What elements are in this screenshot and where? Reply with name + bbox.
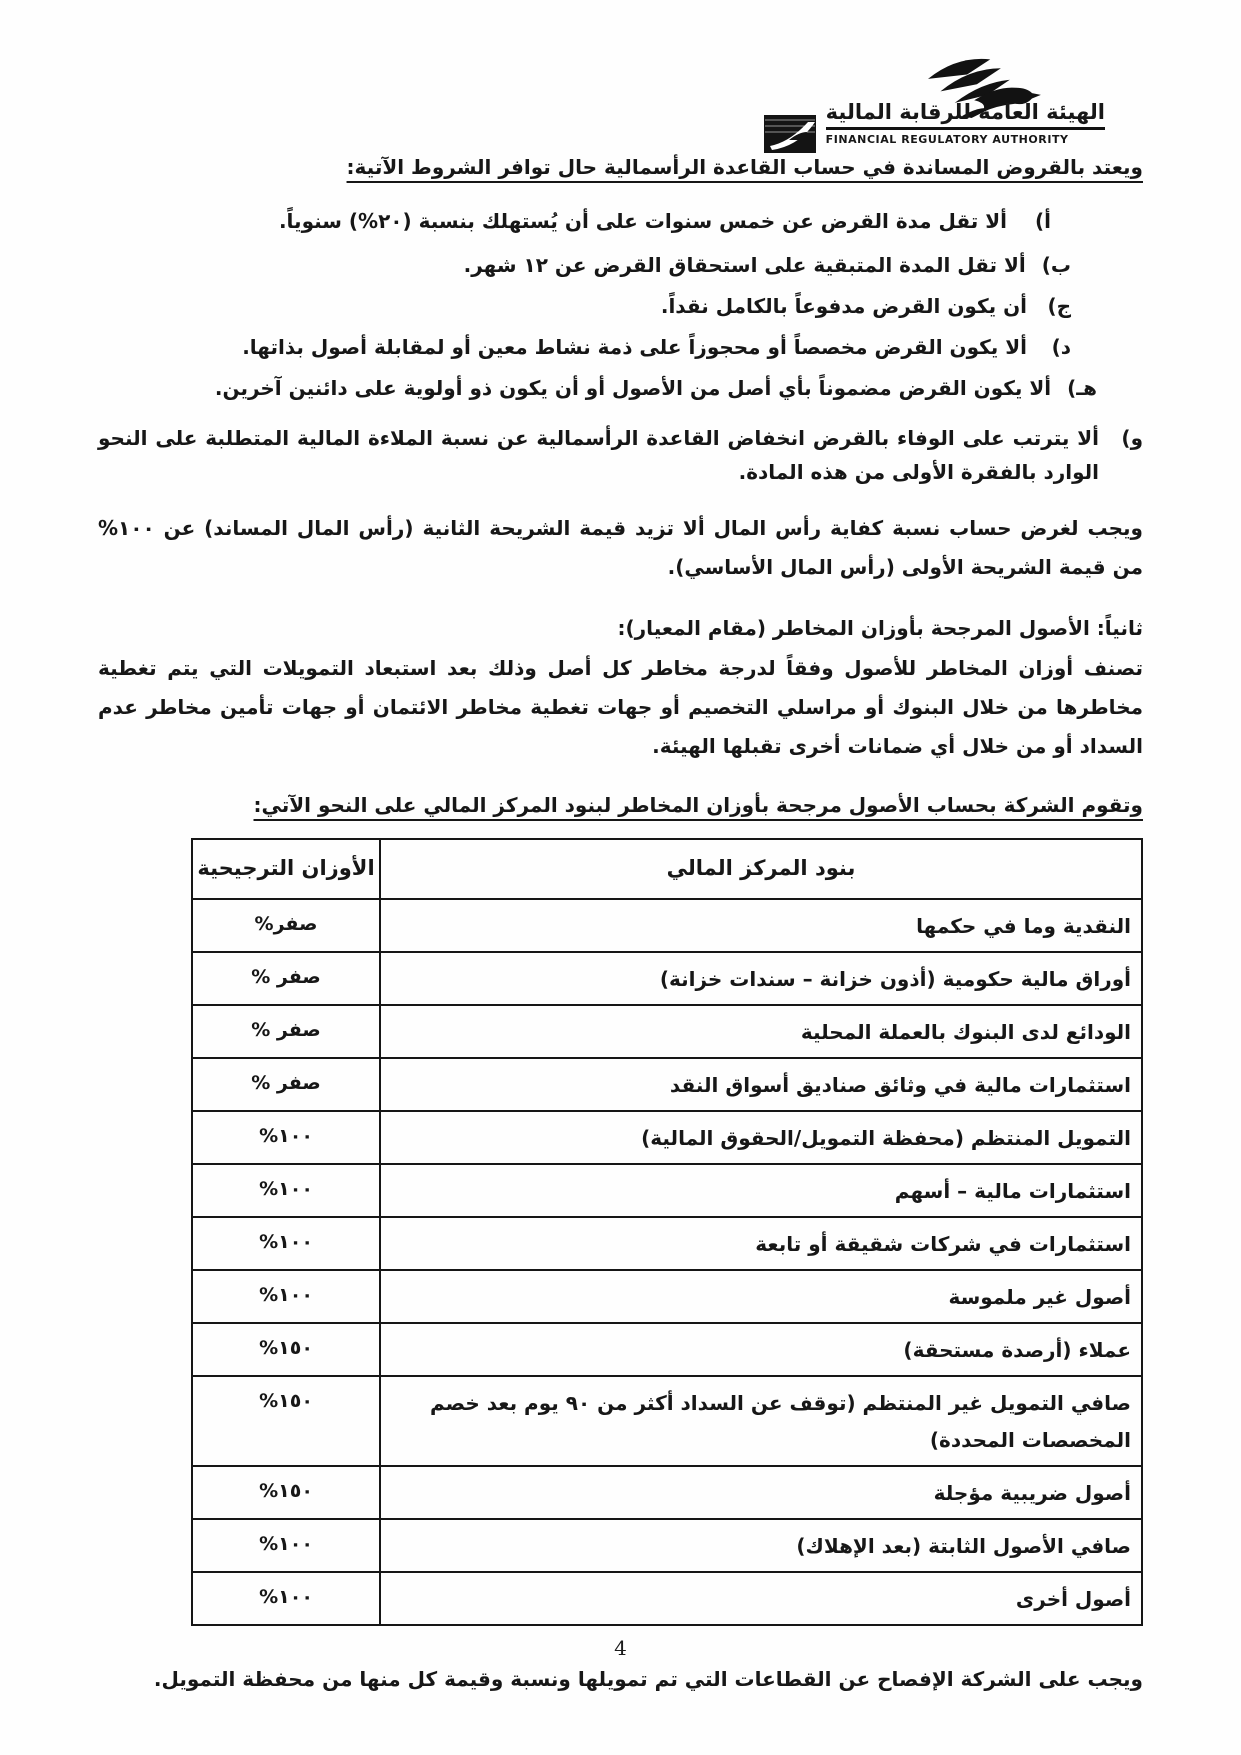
item-cell: الودائع لدى البنوك بالعملة المحلية: [380, 1005, 1142, 1058]
page-number: 4: [614, 1636, 627, 1660]
table-row: [192, 1466, 1142, 1519]
table-row: [192, 1217, 1142, 1270]
weight-cell: ١٥٠%: [192, 1376, 380, 1466]
table-row: [192, 1270, 1142, 1323]
condition-item: [98, 289, 1071, 323]
condition-text: ألا يكون القرض مضموناً بأي أصل من الأصول أو أن يكون ذو أولوية على دائنين آخرين.: [214, 376, 1052, 400]
section-heading: ثانياً: الأصول المرجحة بأوزان المخاطر (مقام المعيار):: [617, 616, 1143, 640]
condition-text: أن يكون القرض مدفوعاً بالكامل نقداً.: [660, 294, 1027, 318]
condition-item: [98, 371, 1097, 405]
condition-marker: أ): [1035, 209, 1051, 233]
weight-cell: صفر %: [192, 1005, 380, 1058]
table-row: [192, 1323, 1142, 1376]
fra-logo-mark-icon: [763, 114, 817, 154]
weight-cell: ١٠٠%: [192, 1164, 380, 1217]
weight-cell: ١٥٠%: [192, 1323, 380, 1376]
weight-cell: ١٠٠%: [192, 1270, 380, 1323]
weight-cell: ١٥٠%: [192, 1466, 380, 1519]
weight-cell: صفر%: [192, 899, 380, 952]
condition-item: [98, 248, 1071, 282]
condition-item: [98, 421, 1143, 489]
table-header-row: [192, 839, 1142, 899]
risk-weights-table: [191, 838, 1143, 1626]
authority-name-block: [826, 100, 1105, 146]
conditions-list: [98, 204, 1143, 489]
table-row: [192, 1572, 1142, 1625]
fra-logo: [763, 100, 1105, 154]
table-row: [192, 1058, 1142, 1111]
risk-weights-paragraph: تصنف أوزان المخاطر للأصول وفقاً لدرجة مخاطر كل أصل وذلك بعد استبعاد التمويلات التي يتم تغطية مخاطرها من خلال البنوك أو مراسلي التخصيم أو جهات تغطية مخاطر الائتمان أو جهات تأمين مخاطر عدم السداد أو من خلال أي ضمانات أخرى تقبلها الهيئة.: [98, 656, 1143, 758]
authority-name-arabic: الهيئة العامة للرقابة المالية: [826, 100, 1105, 130]
item-cell: النقدية وما في حكمها: [380, 899, 1142, 952]
condition-item: [98, 204, 1051, 238]
weight-cell: ١٠٠%: [192, 1111, 380, 1164]
item-cell: استثمارات مالية في وثائق صناديق أسواق النقد: [380, 1058, 1142, 1111]
condition-marker: د): [1051, 335, 1071, 359]
intro-line: ويعتد بالقروض المساندة في حساب القاعدة الرأسمالية حال توافر الشروط الآتية:: [346, 155, 1143, 179]
condition-marker: ج): [1047, 294, 1071, 318]
item-cell: صافي التمويل غير المنتظم (توقف عن السداد أكثر من ٩٠ يوم بعد خصم المخصصات المحددة): [380, 1376, 1142, 1466]
table-row: [192, 952, 1142, 1005]
item-cell: استثمارات في شركات شقيقة أو تابعة: [380, 1217, 1142, 1270]
closing-paragraph: ويجب على الشركة الإفصاح عن القطاعات التي تم تمويلها ونسبة وقيمة كل منها من محفظة التمويل.: [153, 1667, 1143, 1691]
weight-cell: ١٠٠%: [192, 1217, 380, 1270]
risk-weights-table-body: [192, 899, 1142, 1625]
weight-cell: ١٠٠%: [192, 1572, 380, 1625]
column-header-items: بنود المركز المالي: [380, 839, 1142, 899]
column-header-weights: الأوزان الترجيحية: [192, 839, 380, 899]
condition-text: ألا يترتب على الوفاء بالقرض انخفاض القاعدة الرأسمالية عن نسبة الملاءة المالية المتطلبة على النحو الوارد بالفقرة الأولى من هذه المادة.: [98, 426, 1099, 484]
condition-marker: هـ): [1067, 376, 1097, 400]
capital-adequacy-paragraph: ويجب لغرض حساب نسبة كفاية رأس المال ألا تزيد قيمة الشريحة الثانية (رأس المال المساند) عن ١٠٠% من قيمة الشريحة الأولى (رأس المال الأساسي).: [98, 516, 1143, 579]
table-row: [192, 1164, 1142, 1217]
item-cell: استثمارات مالية – أسهم: [380, 1164, 1142, 1217]
item-cell: أصول ضريبية مؤجلة: [380, 1466, 1142, 1519]
weight-cell: صفر %: [192, 952, 380, 1005]
table-row: [192, 1111, 1142, 1164]
weight-cell: صفر %: [192, 1058, 380, 1111]
condition-text: ألا تقل مدة القرض عن خمس سنوات على أن يُستهلك بنسبة (٢٠%) سنوياً.: [278, 209, 1007, 233]
condition-text: ألا تقل المدة المتبقية على استحقاق القرض عن ١٢ شهر.: [463, 253, 1026, 277]
table-row: [192, 899, 1142, 952]
item-cell: التمويل المنتظم (محفظة التمويل/الحقوق المالية): [380, 1111, 1142, 1164]
condition-item: [98, 330, 1071, 364]
document-body: [98, 150, 1143, 1716]
condition-marker: ب): [1041, 253, 1071, 277]
authority-name-english: FINANCIAL REGULATORY AUTHORITY: [825, 133, 1069, 146]
condition-text: ألا يكون القرض مخصصاً أو محجوزاً على ذمة نشاط معين أو لمقابلة أصول بذاتها.: [242, 335, 1027, 359]
table-row: [192, 1519, 1142, 1572]
table-row: [192, 1376, 1142, 1466]
item-cell: عملاء (أرصدة مستحقة): [380, 1323, 1142, 1376]
table-row: [192, 1005, 1142, 1058]
weight-cell: ١٠٠%: [192, 1519, 380, 1572]
item-cell: أوراق مالية حكومية (أذون خزانة – سندات خزانة): [380, 952, 1142, 1005]
table-intro-line: وتقوم الشركة بحساب الأصول مرجحة بأوزان المخاطر لبنود المركز المالي على النحو الآتي:: [253, 793, 1143, 817]
item-cell: أصول أخرى: [380, 1572, 1142, 1625]
condition-marker: و): [1121, 426, 1143, 450]
item-cell: أصول غير ملموسة: [380, 1270, 1142, 1323]
item-cell: صافي الأصول الثابتة (بعد الإهلاك): [380, 1519, 1142, 1572]
